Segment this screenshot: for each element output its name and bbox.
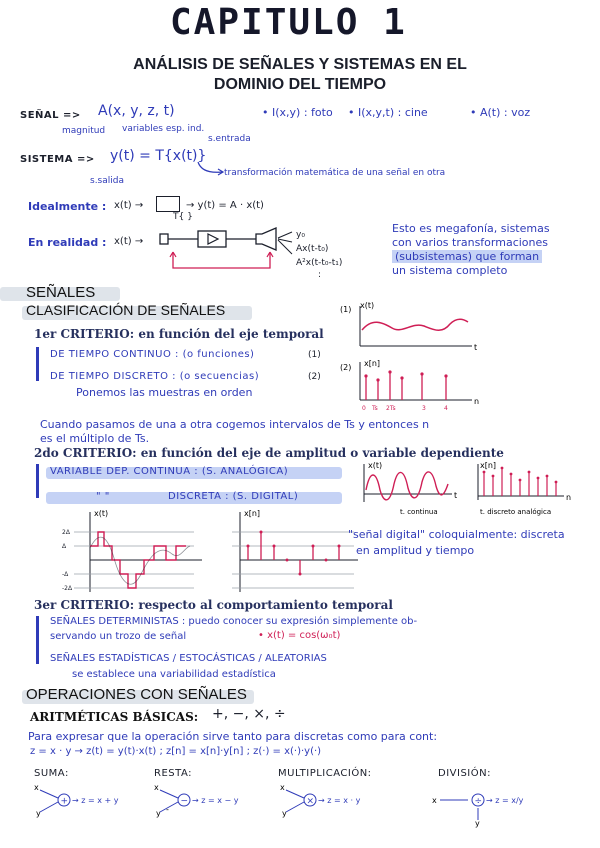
plot6-stem-dot [299, 573, 302, 576]
suma-expression: → z = x + y [72, 796, 119, 805]
plot-discrete-analog [470, 460, 590, 520]
criterio-2-title: 2do CRITERIO: en función del eje de amplitud o variable dependiente [34, 446, 504, 460]
plot6-ylabel: x[n] [244, 509, 261, 518]
resta-label: RESTA: [154, 768, 192, 779]
division-diagram [428, 782, 568, 828]
real-input: x(t) → [114, 236, 144, 247]
svg-text:-: - [166, 805, 169, 814]
subsistemas-highlight: (subsistemas) que forman [392, 250, 542, 263]
plot4-stem-dot [537, 477, 540, 480]
senal-example-foto: • I(x,y) : foto [262, 106, 333, 119]
section-senales: SEÑALES [26, 284, 96, 301]
plot2-stem-dot [400, 376, 403, 379]
plot-quantized-continuous [54, 508, 214, 598]
suma-label: SUMA: [34, 768, 69, 779]
real-output-3: A²x(t-t₀-t₁) [296, 258, 343, 268]
operaciones-formula: z = x · y → z(t) = y(t)·x(t) ; z[n] = x[n]·y[n] ; z(·) = x(·)·y(·) [30, 746, 322, 757]
subtitle-line-2: DOMINIO DEL TIEMPO [213, 76, 387, 93]
plot2-stem-dot [376, 378, 379, 381]
criterio-3-title: 3er CRITERIO: respecto al comportamiento temporal [34, 598, 393, 612]
criterio-1-item-1: DE TIEMPO CONTINUO : (o funciones) [50, 349, 255, 360]
criterio-3-example: • x(t) = cos(ω₀t) [258, 630, 341, 641]
times-icon: × [306, 796, 315, 807]
criterio-2-item-1: VARIABLE DEP. CONTINUA : (S. ANALÓGICA) [50, 466, 289, 477]
senal-formula: A(x, y, z, t) [98, 103, 175, 119]
svg-text:x: x [432, 796, 437, 805]
sistema-label: SISTEMA => [20, 154, 95, 165]
criterio-1-ts-note-1: Cuando pasamos de una a otra cogemos intervalos de Ts y entonces n [40, 418, 430, 431]
plot5-tick-label: -Δ [62, 571, 69, 578]
section-operaciones: OPERACIONES CON SEÑALES [26, 686, 247, 703]
divide-icon: ÷ [474, 796, 483, 807]
plot5-tick-label: -2Δ [62, 585, 73, 592]
svg-text:y: y [475, 819, 480, 828]
criterio-3-item-2-note: se establece una variabilidad estadística [72, 669, 276, 680]
plot3-curve [366, 472, 448, 500]
plot2-tick-label: 4 [444, 405, 448, 412]
plot6-stem-dot [247, 545, 250, 548]
suma-diagram [30, 782, 160, 822]
criterio-1-ts-note-2: es el múltiplo de Ts. [40, 432, 150, 445]
plot4-stem-dot [492, 475, 495, 478]
sistema-entrada: s.entrada [208, 134, 251, 144]
plot6-stem-dot [325, 559, 328, 562]
megafonia-note-4: un sistema completo [392, 264, 508, 277]
clasificacion-heading: CLASIFICACIÓN DE SEÑALES [26, 302, 226, 318]
ideal-system-box [156, 196, 180, 212]
plot1-xlabel: t [474, 343, 478, 352]
ideal-label: Idealmente : [28, 200, 107, 213]
criterio-3-item-1-b: servando un trozo de señal [50, 631, 187, 642]
senal-example-voz: • A(t) : voz [470, 106, 531, 119]
svg-text:x: x [154, 783, 159, 792]
plot2-tick-label: 3 [422, 405, 426, 412]
criterio-3-bracket [36, 616, 39, 664]
plot3-ylabel: x(t) [368, 461, 383, 470]
megafonia-diagram [158, 226, 298, 278]
criterio-1-item-1-tag: (1) [308, 350, 321, 360]
plot-digital-signal [228, 508, 368, 598]
aritmeticas-title: ARITMÉTICAS BÁSICAS: [30, 710, 199, 724]
aritmeticas-ops: +, −, ×, ÷ [212, 706, 286, 722]
plus-icon: + [60, 796, 69, 807]
plot5-ylabel: x(t) [94, 509, 109, 518]
plot-discrete-time [338, 358, 488, 424]
megafonia-note-2: con varios transformaciones [392, 236, 549, 249]
plot2-xlabel: n [474, 397, 480, 406]
plot2-tag: (2) [340, 363, 352, 372]
division-expression: → z = x/y [486, 796, 524, 805]
minus-icon: − [180, 796, 189, 807]
plot2-tick-label: 0 [362, 405, 366, 412]
svg-text:x: x [34, 783, 39, 792]
plot4-stem-dot [510, 473, 513, 476]
plot2-tick-label: Ts [372, 405, 378, 412]
criterio-1-bracket [36, 347, 39, 381]
plot6-stem-dot [312, 545, 315, 548]
plot5-tick-label: 2Δ [62, 529, 70, 536]
real-output-2: Ax(t-t₀) [296, 244, 329, 254]
plot4-stem-dot [501, 467, 504, 470]
plot2-stem-dot [388, 370, 391, 373]
plot-continuous-time [338, 300, 488, 356]
criterio-2-item-2: DISCRETA : (S. DIGITAL) [168, 491, 299, 502]
digital-note-2: en amplitud y tiempo [356, 544, 475, 557]
plot6-stem-dot [260, 531, 263, 534]
megafonia-note-1: Esto es megafonía, sistemas [392, 222, 550, 235]
real-label: En realidad : [28, 236, 107, 249]
plot6-stem-dot [286, 559, 289, 562]
criterio-1-note: Ponemos las muestras en orden [76, 386, 253, 399]
plot1-tag: (1) [340, 305, 352, 314]
plot1-curve [362, 319, 468, 330]
ideal-output: → y(t) = A · x(t) [186, 200, 264, 211]
criterio-1-item-2: DE TIEMPO DISCRETO : (o secuencias) [50, 371, 260, 382]
operaciones-description: Para expresar que la operación sirve tanto para discretas como para cont: [28, 730, 438, 743]
page-title: CAPITULO 1 [170, 2, 407, 43]
sistema-description: transformación matemática de una señal en otra [224, 168, 446, 178]
plot4-stem-dot [546, 475, 549, 478]
plot6-stem-dot [338, 545, 341, 548]
senal-annotation-variables: variables esp. ind. [122, 124, 205, 134]
resta-expression: → z = x − y [192, 796, 239, 805]
criterio-1-title: 1er CRITERIO: en función del eje temporal [34, 327, 324, 341]
criterio-2-item-2-quotes: " " [96, 491, 110, 502]
multiplicacion-diagram [276, 782, 406, 822]
plot2-stem-dot [420, 372, 423, 375]
sistema-salida: s.salida [90, 176, 124, 186]
plot1-ylabel: x(t) [360, 301, 375, 310]
criterio-2-bracket [36, 464, 39, 498]
ideal-box-label: T{ } [173, 212, 193, 222]
plot2-stem-dot [444, 374, 447, 377]
multiplicacion-expression: → z = x · y [318, 796, 361, 805]
plot4-ylabel: x[n] [480, 461, 497, 470]
senal-annotation-magnitud: magnitud [62, 126, 106, 136]
plot4-stem-dot [519, 479, 522, 482]
svg-text:y: y [36, 809, 41, 818]
sistema-formula: y(t) = T{x(t)} [110, 148, 207, 164]
real-output-4: : [318, 270, 322, 280]
criterio-3-item-1: SEÑALES DETERMINISTAS : puedo conocer su expresión simplemente ob- [50, 616, 418, 627]
subtitle-line-1: ANÁLISIS DE SEÑALES Y SISTEMAS EN EL [133, 56, 467, 73]
plot3-caption: t. continua [400, 508, 438, 516]
plot2-tick-label: 2Ts [386, 405, 396, 412]
plot2-ylabel: x[n] [364, 359, 381, 368]
plot-analog-signal [356, 460, 466, 520]
resta-diagram [150, 782, 280, 822]
plot4-stem-dot [528, 471, 531, 474]
plot2-stem-dot [364, 374, 367, 377]
svg-text:x: x [280, 783, 285, 792]
digital-note-1: "señal digital" coloquialmente: discreta [348, 528, 565, 541]
senal-example-cine: • I(x,y,t) : cine [348, 106, 428, 119]
plot4-xlabel: n [566, 493, 572, 502]
svg-text:y: y [282, 809, 287, 818]
criterio-3-item-2: SEÑALES ESTADÍSTICAS / ESTOCÁSTICAS / ALEATORIAS [50, 653, 327, 664]
plot4-caption: t. discreto analógica [480, 508, 552, 516]
plot5-tick-label: Δ [62, 543, 67, 550]
ideal-input: x(t) → [114, 200, 144, 211]
plot4-stem-dot [555, 481, 558, 484]
svg-text:y: y [156, 809, 161, 818]
division-label: DIVISIÓN: [438, 768, 491, 779]
plot3-xlabel: t [454, 491, 458, 500]
criterio-1-item-2-tag: (2) [308, 372, 321, 382]
sistema-arrow-icon [196, 160, 226, 180]
real-output-1: y₀ [296, 230, 305, 240]
plot6-stem-dot [273, 545, 276, 548]
multiplicacion-label: MULTIPLICACIÓN: [278, 768, 372, 779]
senal-label: SEÑAL => [20, 110, 81, 121]
plot4-stem-dot [483, 471, 486, 474]
megafonia-note-3 [392, 250, 542, 263]
